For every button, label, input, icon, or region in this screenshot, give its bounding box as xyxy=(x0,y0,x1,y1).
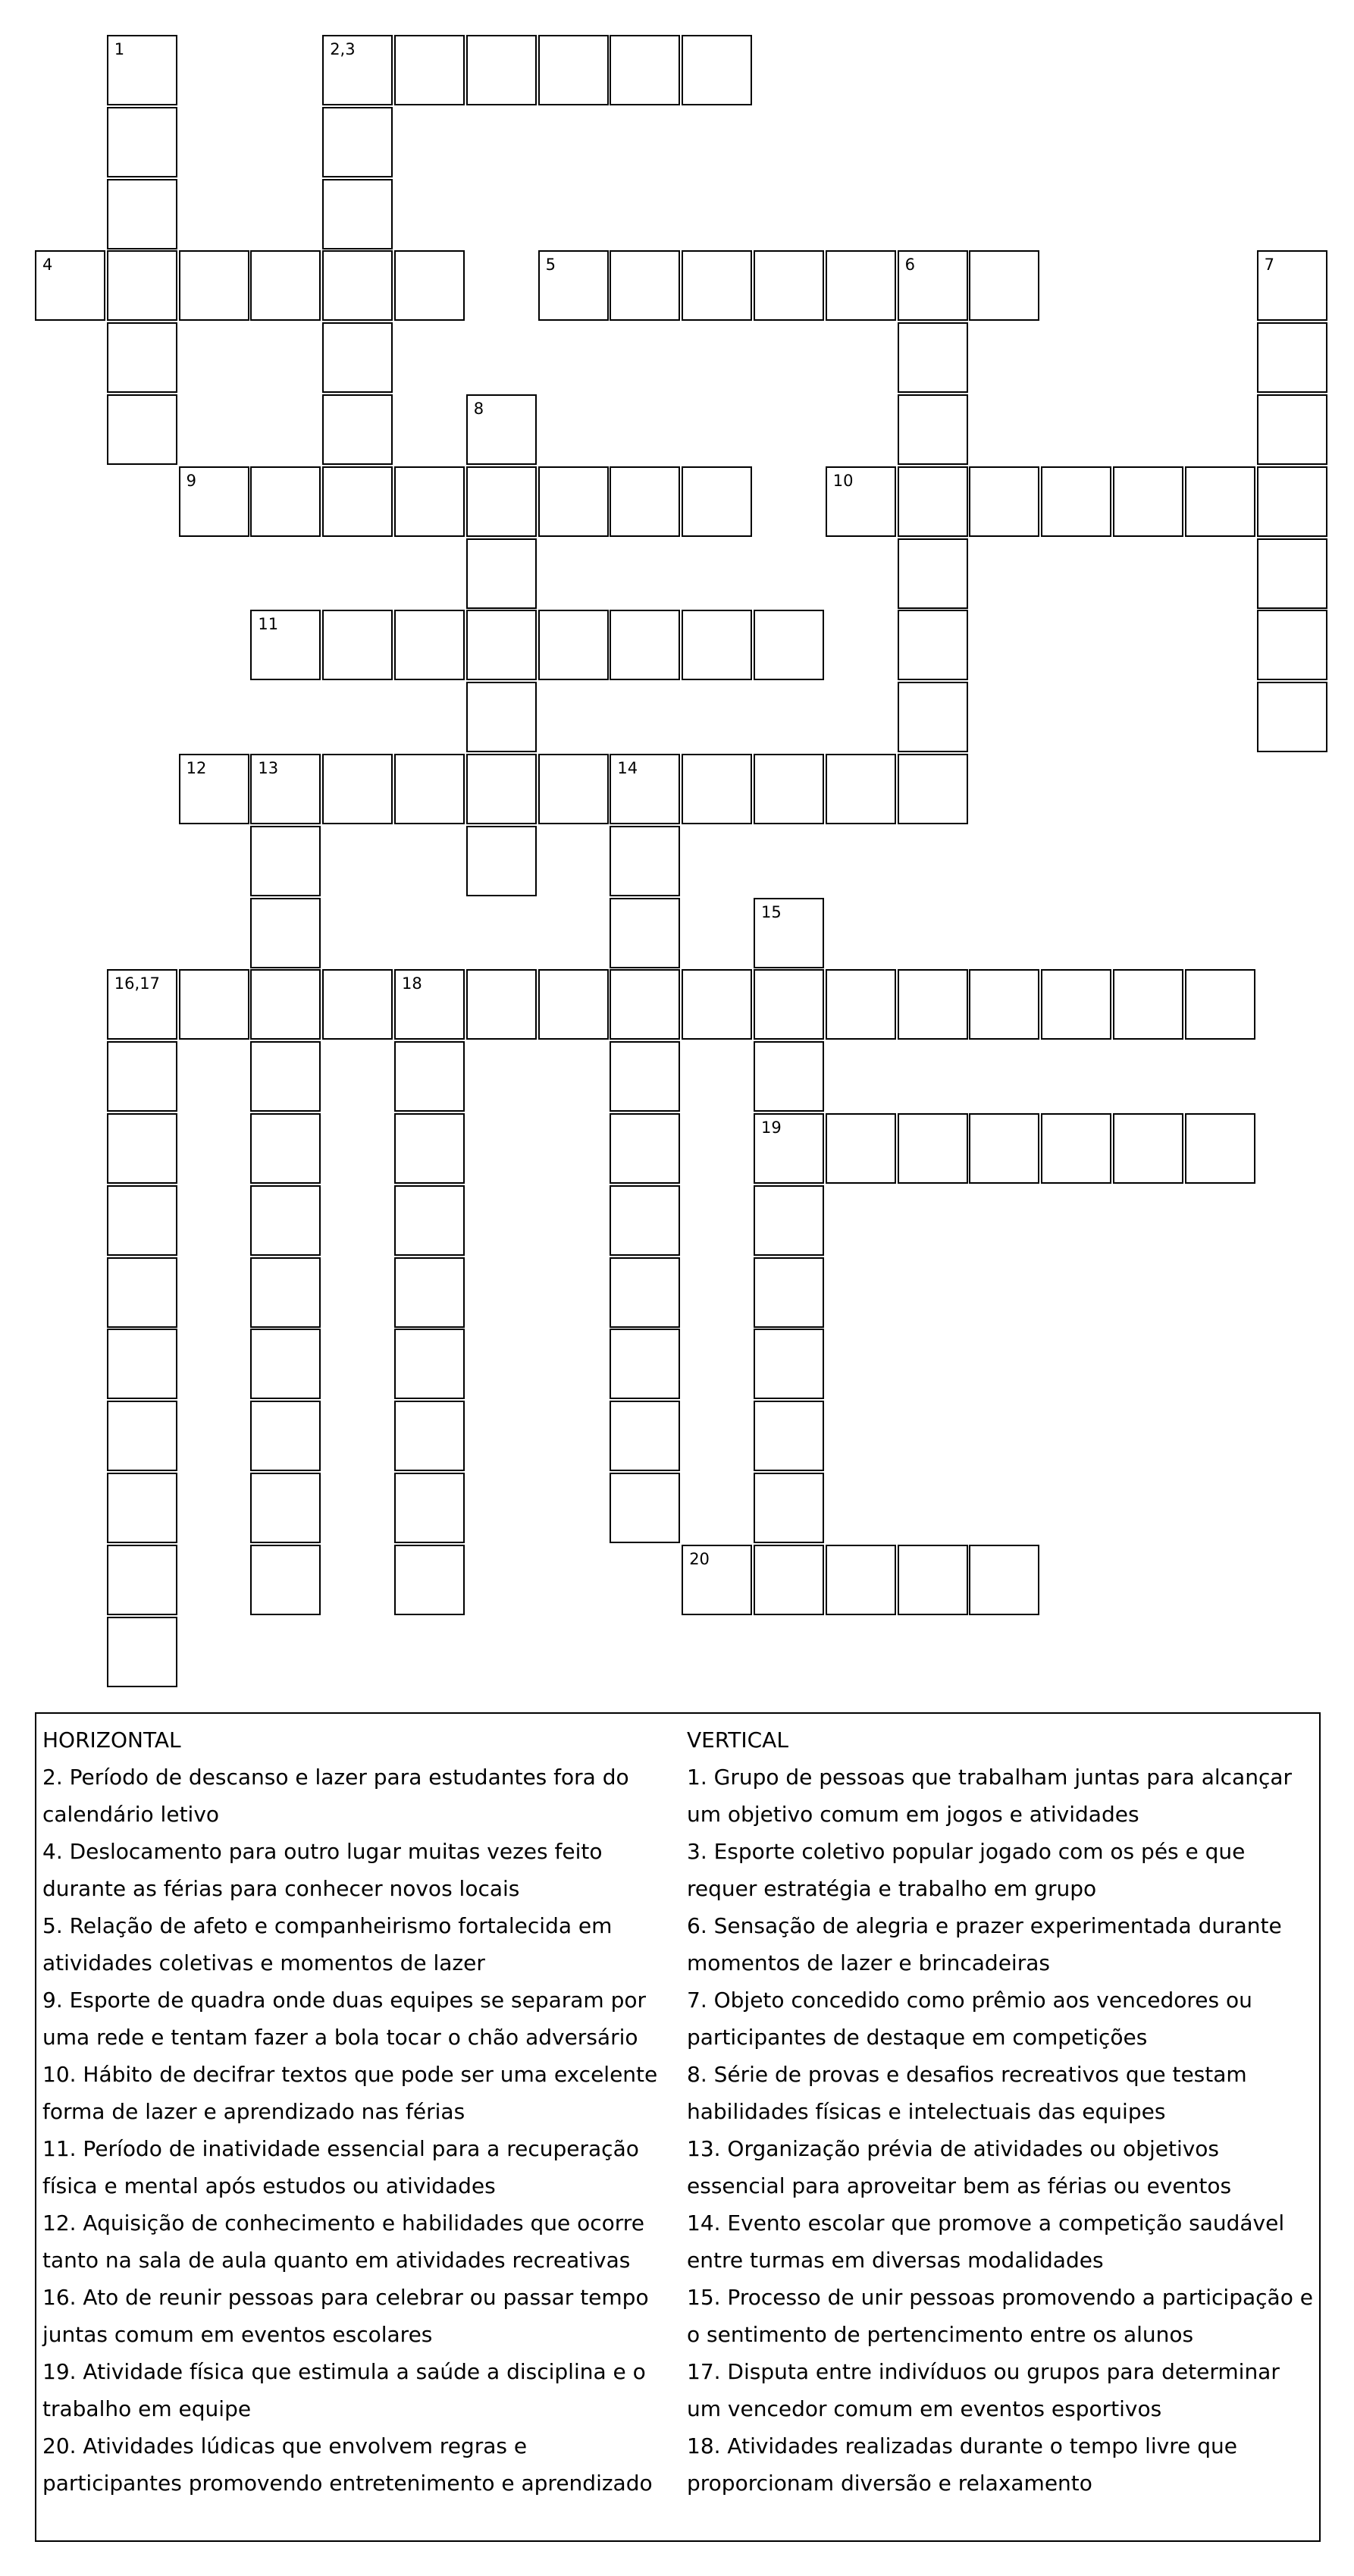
clue-number: 5 xyxy=(545,256,556,275)
horizontal-clue: 11. Período de inatividade essencial para a recuperação física e mental após estudos ou atividades xyxy=(42,2136,639,2198)
grid-cell[interactable] xyxy=(394,1401,465,1471)
grid-cell[interactable] xyxy=(898,538,968,609)
grid-cell[interactable] xyxy=(1041,466,1111,537)
grid-cell[interactable] xyxy=(250,466,321,537)
grid-cell[interactable] xyxy=(1257,610,1327,680)
grid-cell[interactable] xyxy=(466,754,537,824)
grid-cell[interactable] xyxy=(250,1329,321,1399)
grid-cell[interactable] xyxy=(1113,1113,1183,1184)
clue-number: 6 xyxy=(904,256,915,275)
grid-cell[interactable] xyxy=(610,1401,680,1471)
grid-cell[interactable] xyxy=(898,466,968,537)
grid-cell[interactable] xyxy=(107,1617,177,1687)
grid-cell[interactable] xyxy=(107,35,177,105)
grid-cell[interactable] xyxy=(250,826,321,896)
grid-cell[interactable] xyxy=(754,1473,824,1543)
grid-cell[interactable] xyxy=(898,322,968,393)
grid-cell[interactable] xyxy=(610,35,680,105)
clues-box xyxy=(35,1712,1321,2542)
grid-cell[interactable] xyxy=(1185,466,1255,537)
horizontal-heading: HORIZONTAL xyxy=(42,1727,181,1752)
grid-cell[interactable] xyxy=(826,1545,896,1615)
vertical-clue: 3. Esporte coletivo popular jogado com os pés e que requer estratégia e trabalho em grupo xyxy=(687,1839,1246,1901)
vertical-clues xyxy=(687,1721,1316,2502)
grid-cell[interactable] xyxy=(107,1545,177,1615)
grid-cell[interactable] xyxy=(250,1545,321,1615)
grid-cell[interactable] xyxy=(898,682,968,752)
grid-cell[interactable] xyxy=(898,754,968,824)
grid-cell[interactable] xyxy=(107,1041,177,1112)
grid-cell[interactable] xyxy=(1041,1113,1111,1184)
grid-cell[interactable] xyxy=(107,1113,177,1184)
grid-cell[interactable] xyxy=(826,466,896,537)
grid-cell[interactable] xyxy=(898,1545,968,1615)
grid-cell[interactable] xyxy=(250,1401,321,1471)
clue-number: 19 xyxy=(761,1119,782,1137)
vertical-clue: 17. Disputa entre indivíduos ou grupos para determinar um vencedor comum em eventos esportivos xyxy=(687,2359,1280,2421)
grid-cell[interactable] xyxy=(682,466,752,537)
horizontal-clue: 19. Atividade física que estimula a saúde a disciplina e o trabalho em equipe xyxy=(42,2359,646,2421)
horizontal-clue: 2. Período de descanso e lazer para estudantes fora do calendário letivo xyxy=(42,1765,629,1827)
vertical-clue: 6. Sensação de alegria e prazer experimentada durante momentos de lazer e brincadeiras xyxy=(687,1913,1282,1975)
clue-number: 10 xyxy=(832,471,854,490)
clue-number: 8 xyxy=(473,400,484,418)
grid-cell[interactable] xyxy=(1257,250,1327,321)
grid-cell[interactable] xyxy=(107,1473,177,1543)
clue-number: 15 xyxy=(761,902,782,921)
grid-cell[interactable] xyxy=(754,1545,824,1615)
grid-cell[interactable] xyxy=(322,969,393,1040)
grid-cell[interactable] xyxy=(754,1329,824,1399)
grid-cell[interactable] xyxy=(754,969,824,1040)
grid-cell[interactable] xyxy=(466,826,537,896)
grid-cell[interactable] xyxy=(107,1401,177,1471)
grid-cell[interactable] xyxy=(322,179,393,249)
grid-cell[interactable] xyxy=(1113,466,1183,537)
horizontal-clue: 16. Ato de reunir pessoas para celebrar ou passar tempo juntas comum em eventos escolares xyxy=(42,2285,649,2347)
grid-cell[interactable] xyxy=(107,1329,177,1399)
grid-cell[interactable] xyxy=(250,1185,321,1256)
grid-cell[interactable] xyxy=(610,466,680,537)
grid-cell[interactable] xyxy=(969,1113,1039,1184)
grid-cell[interactable] xyxy=(969,1545,1039,1615)
grid-cell[interactable] xyxy=(682,754,752,824)
grid-cell[interactable] xyxy=(1257,394,1327,465)
grid-cell[interactable] xyxy=(107,322,177,393)
grid-cell[interactable] xyxy=(250,754,321,824)
grid-cell[interactable] xyxy=(610,250,680,321)
grid-cell[interactable] xyxy=(682,610,752,680)
grid-cell[interactable] xyxy=(1185,969,1255,1040)
grid-cell[interactable] xyxy=(538,969,609,1040)
grid-cell[interactable] xyxy=(538,466,609,537)
grid-cell[interactable] xyxy=(1257,538,1327,609)
grid-cell[interactable] xyxy=(107,1185,177,1256)
grid-cell[interactable] xyxy=(322,250,393,321)
horizontal-clue: 12. Aquisição de conhecimento e habilidades que ocorre tanto na sala de aula quanto em atividades recreativas xyxy=(42,2210,644,2273)
grid-cell[interactable] xyxy=(179,250,249,321)
grid-cell[interactable] xyxy=(754,610,824,680)
grid-cell[interactable] xyxy=(394,1185,465,1256)
vertical-clue: 1. Grupo de pessoas que trabalham juntas para alcançar um objetivo comum em jogos e atividades xyxy=(687,1765,1293,1827)
grid-cell[interactable] xyxy=(107,1257,177,1328)
grid-cell[interactable] xyxy=(250,1041,321,1112)
vertical-clue: 8. Série de provas e desafios recreativos que testam habilidades físicas e intelectuais das equipes xyxy=(687,2062,1247,2124)
grid-cell[interactable] xyxy=(394,1041,465,1112)
grid-cell[interactable] xyxy=(394,466,465,537)
horizontal-clues xyxy=(42,1721,672,2502)
grid-cell[interactable] xyxy=(466,969,537,1040)
grid-cell[interactable] xyxy=(322,466,393,537)
grid-cell[interactable] xyxy=(466,610,537,680)
grid-cell[interactable] xyxy=(754,1041,824,1112)
vertical-clue: 18. Atividades realizadas durante o tempo livre que proporcionam diversão e relaxamento xyxy=(687,2433,1237,2496)
grid-cell[interactable] xyxy=(107,250,177,321)
grid-cell[interactable] xyxy=(1185,1113,1255,1184)
grid-cell[interactable] xyxy=(826,1113,896,1184)
grid-cell[interactable] xyxy=(969,466,1039,537)
grid-cell[interactable] xyxy=(898,610,968,680)
grid-cell[interactable] xyxy=(466,466,537,537)
grid-cell[interactable] xyxy=(322,754,393,824)
grid-cell[interactable] xyxy=(754,898,824,968)
grid-cell[interactable] xyxy=(610,1473,680,1543)
grid-cell[interactable] xyxy=(1041,969,1111,1040)
grid-cell[interactable] xyxy=(394,1329,465,1399)
grid-cell[interactable] xyxy=(969,250,1039,321)
grid-cell[interactable] xyxy=(754,250,824,321)
vertical-heading: VERTICAL xyxy=(687,1727,788,1752)
grid-cell[interactable] xyxy=(898,969,968,1040)
vertical-clue: 7. Objeto concedido como prêmio aos vencedores ou participantes de destaque em competições xyxy=(687,1988,1252,2050)
grid-cell[interactable] xyxy=(250,1113,321,1184)
horizontal-clue: 20. Atividades lúdicas que envolvem regras e participantes promovendo entretenimento e aprendizado xyxy=(42,2433,653,2496)
clue-number: 13 xyxy=(258,759,279,777)
grid-cell[interactable] xyxy=(1113,969,1183,1040)
grid-cell[interactable] xyxy=(1257,322,1327,393)
vertical-clue: 15. Processo de unir pessoas promovendo a participação e o sentimento de pertencimento entre os alunos xyxy=(687,2285,1313,2347)
horizontal-clue-list xyxy=(42,1759,672,2502)
grid-cell[interactable] xyxy=(610,754,680,824)
grid-cell[interactable] xyxy=(250,250,321,321)
grid-cell[interactable] xyxy=(394,1473,465,1543)
grid-cell[interactable] xyxy=(754,1185,824,1256)
grid-cell[interactable] xyxy=(610,898,680,968)
grid-cell[interactable] xyxy=(394,1113,465,1184)
grid-cell[interactable] xyxy=(538,610,609,680)
grid-cell[interactable] xyxy=(107,179,177,249)
clue-number: 7 xyxy=(1264,256,1274,275)
vertical-clue-list xyxy=(687,1759,1316,2502)
grid-cell[interactable] xyxy=(35,250,105,321)
clue-number: 20 xyxy=(689,1549,710,1568)
grid-cell[interactable] xyxy=(754,1113,824,1184)
grid-cell[interactable] xyxy=(394,754,465,824)
grid-cell[interactable] xyxy=(538,250,609,321)
grid-cell[interactable] xyxy=(826,754,896,824)
grid-cell[interactable] xyxy=(538,35,609,105)
grid-cell[interactable] xyxy=(322,394,393,465)
grid-cell[interactable] xyxy=(969,969,1039,1040)
clue-number: 12 xyxy=(186,759,207,777)
clue-number: 11 xyxy=(258,615,279,634)
horizontal-clue: 10. Hábito de decifrar textos que pode ser uma excelente forma de lazer e aprendizado nas férias xyxy=(42,2062,658,2124)
horizontal-clue: 9. Esporte de quadra onde duas equipes se separam por uma rede e tentam fazer a bola tocar o chão adversário xyxy=(42,1988,647,2050)
grid-cell[interactable] xyxy=(107,394,177,465)
grid-cell[interactable] xyxy=(250,1257,321,1328)
clue-number: 2,3 xyxy=(330,40,356,58)
grid-cell[interactable] xyxy=(754,754,824,824)
grid-cell[interactable] xyxy=(826,969,896,1040)
grid-cell[interactable] xyxy=(394,1257,465,1328)
grid-cell[interactable] xyxy=(394,969,465,1040)
grid-cell[interactable] xyxy=(610,1041,680,1112)
grid-cell[interactable] xyxy=(179,466,249,537)
clue-number: 4 xyxy=(42,256,53,275)
grid-cell[interactable] xyxy=(682,1545,752,1615)
grid-cell[interactable] xyxy=(466,35,537,105)
grid-cell[interactable] xyxy=(107,969,177,1040)
grid-cell[interactable] xyxy=(466,538,537,609)
grid-cell[interactable] xyxy=(322,107,393,177)
grid-cell[interactable] xyxy=(538,754,609,824)
grid-cell[interactable] xyxy=(250,898,321,968)
grid-cell[interactable] xyxy=(322,322,393,393)
clue-number: 9 xyxy=(186,471,196,490)
grid-cell[interactable] xyxy=(898,394,968,465)
grid-cell[interactable] xyxy=(394,250,465,321)
grid-cell[interactable] xyxy=(754,1401,824,1471)
vertical-clue: 14. Evento escolar que promove a competição saudável entre turmas em diversas modalidades xyxy=(687,2210,1285,2273)
grid-cell[interactable] xyxy=(394,610,465,680)
grid-cell[interactable] xyxy=(610,1113,680,1184)
grid-cell[interactable] xyxy=(250,969,321,1040)
grid-cell[interactable] xyxy=(394,35,465,105)
grid-cell[interactable] xyxy=(610,969,680,1040)
grid-cell[interactable] xyxy=(394,1545,465,1615)
grid-cell[interactable] xyxy=(682,969,752,1040)
grid-cell[interactable] xyxy=(754,1257,824,1328)
grid-cell[interactable] xyxy=(250,1473,321,1543)
grid-cell[interactable] xyxy=(322,610,393,680)
grid-cell[interactable] xyxy=(682,35,752,105)
grid-cell[interactable] xyxy=(179,969,249,1040)
grid-cell[interactable] xyxy=(682,250,752,321)
clue-number: 16,17 xyxy=(114,974,160,993)
clue-number: 18 xyxy=(402,974,422,993)
grid-cell[interactable] xyxy=(610,1185,680,1256)
grid-cell[interactable] xyxy=(610,610,680,680)
grid-cell[interactable] xyxy=(179,754,249,824)
grid-cell[interactable] xyxy=(610,1329,680,1399)
grid-cell[interactable] xyxy=(1257,466,1327,537)
grid-cell[interactable] xyxy=(466,682,537,752)
grid-cell[interactable] xyxy=(466,394,537,465)
grid-cell[interactable] xyxy=(250,610,321,680)
grid-cell[interactable] xyxy=(322,35,393,105)
grid-cell[interactable] xyxy=(610,1257,680,1328)
clue-number: 14 xyxy=(617,759,638,777)
grid-cell[interactable] xyxy=(107,107,177,177)
grid-cell[interactable] xyxy=(898,250,968,321)
grid-cell[interactable] xyxy=(610,826,680,896)
vertical-clue: 13. Organização prévia de atividades ou objetivos essencial para aproveitar bem as férias ou eventos xyxy=(687,2136,1232,2198)
grid-cell[interactable] xyxy=(898,1113,968,1184)
horizontal-clue: 4. Deslocamento para outro lugar muitas vezes feito durante as férias para conhecer novos locais xyxy=(42,1839,603,1901)
clue-number: 1 xyxy=(114,40,125,58)
horizontal-clue: 5. Relação de afeto e companheirismo fortalecida em atividades coletivas e momentos de lazer xyxy=(42,1913,613,1975)
grid-cell[interactable] xyxy=(1257,682,1327,752)
grid-cell[interactable] xyxy=(826,250,896,321)
